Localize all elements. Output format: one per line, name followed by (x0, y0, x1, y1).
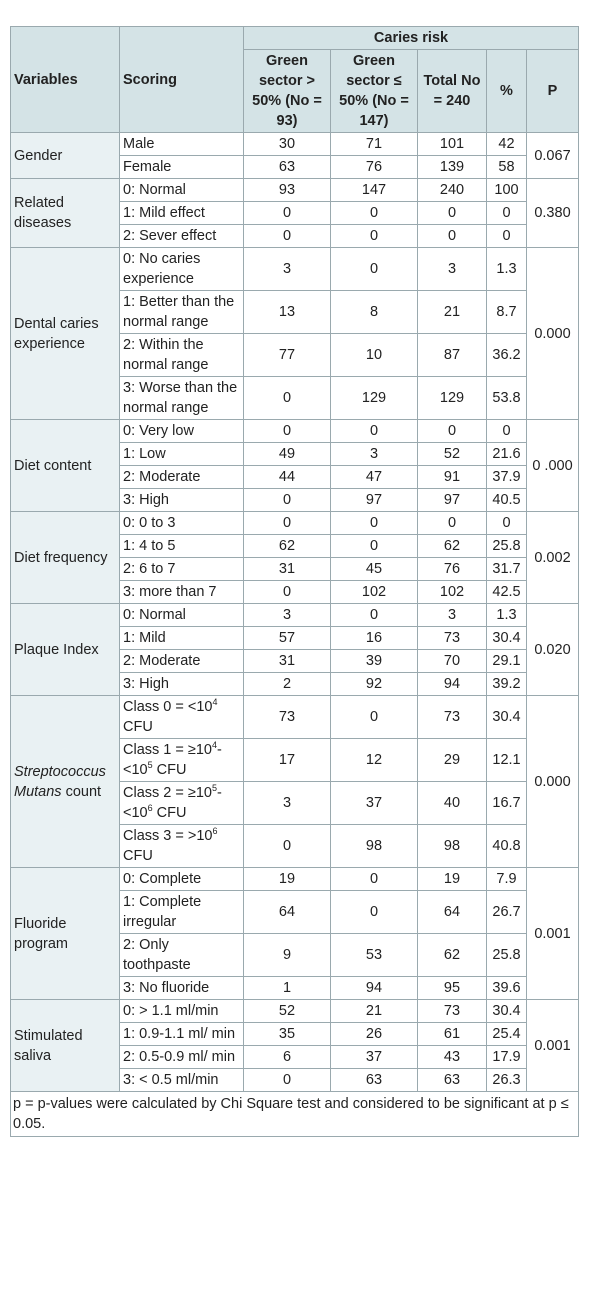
green-gt-cell: 0 (244, 420, 331, 443)
scoring-cell: 2: 0.5-0.9 ml/ min (120, 1046, 244, 1069)
total-cell: 43 (418, 1046, 487, 1069)
green-le-cell: 21 (331, 1000, 418, 1023)
p-value-cell: 0.001 (527, 1000, 579, 1092)
total-cell: 73 (418, 696, 487, 739)
exponent: 4 (212, 697, 218, 707)
green-gt-cell: 1 (244, 977, 331, 1000)
green-le-cell: 3 (331, 443, 418, 466)
scoring-cell: 2: Moderate (120, 466, 244, 489)
green-le-cell: 76 (331, 156, 418, 179)
table-row (11, 1000, 579, 1023)
scoring-cell (120, 782, 244, 825)
scoring-cell: 2: Sever effect (120, 225, 244, 248)
p-value-cell: 0 .000 (527, 420, 579, 512)
variable-text: count (61, 783, 102, 800)
green-le-cell: 0 (331, 604, 418, 627)
percent-cell: 30.4 (487, 1000, 527, 1023)
total-cell: 21 (418, 291, 487, 334)
total-cell: 19 (418, 868, 487, 891)
green-gt-cell: 0 (244, 377, 331, 420)
percent-cell: 1.3 (487, 248, 527, 291)
percent-cell: 30.4 (487, 696, 527, 739)
green-le-cell: 63 (331, 1069, 418, 1092)
scoring-cell: 3: No fluoride (120, 977, 244, 1000)
scoring-text: CFU (123, 719, 153, 735)
scoring-cell: 2: Moderate (120, 650, 244, 673)
p-value-cell: 0.001 (527, 868, 579, 1000)
variable-cell (11, 696, 120, 868)
green-le-cell: 0 (331, 535, 418, 558)
exponent: 4 (211, 740, 217, 750)
total-cell: 139 (418, 156, 487, 179)
green-le-cell: 8 (331, 291, 418, 334)
p-value-cell: 0.067 (527, 133, 579, 179)
table-row (11, 248, 579, 291)
total-cell: 52 (418, 443, 487, 466)
footnote: p = p-values were calculated by Chi Square test and considered to be significant at p ≤ 0.05. (11, 1092, 579, 1137)
table-row (11, 133, 579, 156)
scoring-cell: 0: > 1.1 ml/min (120, 1000, 244, 1023)
percent-cell: 40.5 (487, 489, 527, 512)
green-le-cell: 92 (331, 673, 418, 696)
variable-cell: Diet content (11, 420, 120, 512)
green-gt-cell: 0 (244, 581, 331, 604)
green-le-cell: 129 (331, 377, 418, 420)
total-cell: 29 (418, 739, 487, 782)
green-le-cell: 39 (331, 650, 418, 673)
table-row (11, 696, 579, 739)
green-gt-cell: 52 (244, 1000, 331, 1023)
scoring-text: Class 2 = ≥10 (123, 785, 212, 801)
table-body (11, 133, 579, 1092)
green-gt-cell: 44 (244, 466, 331, 489)
percent-cell: 25.8 (487, 934, 527, 977)
green-gt-cell: 31 (244, 650, 331, 673)
scoring-cell: Male (120, 133, 244, 156)
exponent: 5 (211, 783, 217, 793)
green-gt-cell: 63 (244, 156, 331, 179)
green-le-cell: 0 (331, 696, 418, 739)
percent-cell: 8.7 (487, 291, 527, 334)
p-value-cell: 0.020 (527, 604, 579, 696)
table-row (11, 420, 579, 443)
green-gt-cell: 9 (244, 934, 331, 977)
green-le-cell: 45 (331, 558, 418, 581)
scoring-cell: 3: < 0.5 ml/min (120, 1069, 244, 1092)
scoring-cell: 3: Worse than the normal range (120, 377, 244, 420)
green-le-cell: 0 (331, 420, 418, 443)
table-row (11, 512, 579, 535)
green-gt-cell: 0 (244, 512, 331, 535)
green-gt-cell: 0 (244, 225, 331, 248)
total-cell: 73 (418, 1000, 487, 1023)
total-cell: 87 (418, 334, 487, 377)
variable-cell: Related diseases (11, 179, 120, 248)
total-cell: 3 (418, 604, 487, 627)
total-cell: 40 (418, 782, 487, 825)
total-cell: 73 (418, 627, 487, 650)
p-value-cell: 0.000 (527, 696, 579, 868)
green-gt-cell: 3 (244, 782, 331, 825)
header-scoring: Scoring (120, 27, 244, 133)
percent-cell: 12.1 (487, 739, 527, 782)
green-le-cell: 0 (331, 891, 418, 934)
green-le-cell: 98 (331, 825, 418, 868)
scoring-text: - <10 (123, 742, 222, 778)
green-gt-cell: 31 (244, 558, 331, 581)
table-row (11, 604, 579, 627)
green-gt-cell: 49 (244, 443, 331, 466)
green-gt-cell: 0 (244, 489, 331, 512)
green-le-cell: 47 (331, 466, 418, 489)
scoring-cell: 0: Normal (120, 179, 244, 202)
scoring-text: CFU (123, 848, 153, 864)
percent-cell: 0 (487, 420, 527, 443)
scoring-cell: 0: No caries experience (120, 248, 244, 291)
p-value-cell: 0.380 (527, 179, 579, 248)
total-cell: 61 (418, 1023, 487, 1046)
percent-cell: 0 (487, 225, 527, 248)
variable-italic-text: Streptococcus Mutans (14, 763, 106, 800)
green-gt-cell: 19 (244, 868, 331, 891)
total-cell: 95 (418, 977, 487, 1000)
scoring-text: CFU (152, 762, 187, 778)
total-cell: 102 (418, 581, 487, 604)
percent-cell: 25.4 (487, 1023, 527, 1046)
percent-cell: 36.2 (487, 334, 527, 377)
total-cell: 0 (418, 512, 487, 535)
percent-cell: 7.9 (487, 868, 527, 891)
green-le-cell: 12 (331, 739, 418, 782)
header-percent: % (487, 50, 527, 133)
green-gt-cell: 0 (244, 1069, 331, 1092)
scoring-text: - <10 (123, 785, 222, 821)
scoring-text: Class 3 = >10 (123, 828, 213, 844)
percent-cell: 26.3 (487, 1069, 527, 1092)
total-cell: 62 (418, 535, 487, 558)
scoring-cell: 0: Normal (120, 604, 244, 627)
exponent: 6 (212, 826, 218, 836)
scoring-cell: 1: Complete irregular (120, 891, 244, 934)
variable-cell: Plaque Index (11, 604, 120, 696)
green-le-cell: 53 (331, 934, 418, 977)
percent-cell: 16.7 (487, 782, 527, 825)
green-gt-cell: 62 (244, 535, 331, 558)
p-value-cell: 0.000 (527, 248, 579, 420)
scoring-cell: 3: High (120, 489, 244, 512)
green-gt-cell: 13 (244, 291, 331, 334)
green-gt-cell: 73 (244, 696, 331, 739)
scoring-cell: 0: Very low (120, 420, 244, 443)
scoring-cell: 1: Low (120, 443, 244, 466)
green-gt-cell: 17 (244, 739, 331, 782)
scoring-cell (120, 825, 244, 868)
green-le-cell: 0 (331, 248, 418, 291)
percent-cell: 30.4 (487, 627, 527, 650)
green-gt-cell: 3 (244, 604, 331, 627)
total-cell: 98 (418, 825, 487, 868)
green-gt-cell: 2 (244, 673, 331, 696)
green-gt-cell: 6 (244, 1046, 331, 1069)
green-gt-cell: 77 (244, 334, 331, 377)
green-le-cell: 0 (331, 202, 418, 225)
green-le-cell: 16 (331, 627, 418, 650)
scoring-cell: 2: Only toothpaste (120, 934, 244, 977)
header-green-gt: Green sector > 50% (No = 93) (244, 50, 331, 133)
total-cell: 62 (418, 934, 487, 977)
total-cell: 3 (418, 248, 487, 291)
green-le-cell: 10 (331, 334, 418, 377)
percent-cell: 53.8 (487, 377, 527, 420)
total-cell: 0 (418, 225, 487, 248)
scoring-cell: 1: Mild effect (120, 202, 244, 225)
total-cell: 64 (418, 891, 487, 934)
scoring-cell: 3: more than 7 (120, 581, 244, 604)
header-green-le: Green sector ≤ 50% (No = 147) (331, 50, 418, 133)
total-cell: 70 (418, 650, 487, 673)
scoring-cell: 0: 0 to 3 (120, 512, 244, 535)
percent-cell: 21.6 (487, 443, 527, 466)
percent-cell: 0 (487, 202, 527, 225)
green-gt-cell: 57 (244, 627, 331, 650)
header-variables: Variables (11, 27, 120, 133)
scoring-cell: Female (120, 156, 244, 179)
table-row (11, 868, 579, 891)
green-gt-cell: 35 (244, 1023, 331, 1046)
scoring-cell: 1: 0.9-1.1 ml/ min (120, 1023, 244, 1046)
total-cell: 0 (418, 420, 487, 443)
header-caries-risk: Caries risk (244, 27, 579, 50)
percent-cell: 26.7 (487, 891, 527, 934)
total-cell: 129 (418, 377, 487, 420)
scoring-cell: 2: 6 to 7 (120, 558, 244, 581)
green-le-cell: 0 (331, 868, 418, 891)
variable-cell: Diet frequency (11, 512, 120, 604)
green-gt-cell: 0 (244, 202, 331, 225)
scoring-cell: 3: High (120, 673, 244, 696)
scoring-cell: 1: Better than the normal range (120, 291, 244, 334)
green-gt-cell: 93 (244, 179, 331, 202)
exponent: 5 (147, 760, 153, 770)
p-value-cell: 0.002 (527, 512, 579, 604)
percent-cell: 29.1 (487, 650, 527, 673)
percent-cell: 0 (487, 512, 527, 535)
scoring-cell: 0: Complete (120, 868, 244, 891)
green-gt-cell: 64 (244, 891, 331, 934)
percent-cell: 39.2 (487, 673, 527, 696)
green-le-cell: 71 (331, 133, 418, 156)
green-le-cell: 26 (331, 1023, 418, 1046)
variable-cell: Fluoride program (11, 868, 120, 1000)
total-cell: 101 (418, 133, 487, 156)
caries-risk-table (10, 26, 579, 1137)
total-cell: 0 (418, 202, 487, 225)
variable-cell: Gender (11, 133, 120, 179)
green-le-cell: 37 (331, 1046, 418, 1069)
header-p: P (527, 50, 579, 133)
table-container (10, 26, 578, 1137)
green-gt-cell: 3 (244, 248, 331, 291)
green-le-cell: 0 (331, 225, 418, 248)
scoring-text: CFU (152, 805, 187, 821)
percent-cell: 39.6 (487, 977, 527, 1000)
scoring-cell (120, 739, 244, 782)
scoring-cell: 1: Mild (120, 627, 244, 650)
total-cell: 240 (418, 179, 487, 202)
percent-cell: 58 (487, 156, 527, 179)
variable-cell: Stimulated saliva (11, 1000, 120, 1092)
green-le-cell: 97 (331, 489, 418, 512)
percent-cell: 42.5 (487, 581, 527, 604)
table-row (11, 179, 579, 202)
scoring-text: Class 0 = <10 (123, 699, 213, 715)
scoring-cell: 2: Within the normal range (120, 334, 244, 377)
percent-cell: 42 (487, 133, 527, 156)
percent-cell: 31.7 (487, 558, 527, 581)
total-cell: 76 (418, 558, 487, 581)
percent-cell: 17.9 (487, 1046, 527, 1069)
percent-cell: 25.8 (487, 535, 527, 558)
exponent: 6 (147, 803, 153, 813)
total-cell: 94 (418, 673, 487, 696)
percent-cell: 1.3 (487, 604, 527, 627)
variable-cell: Dental caries experience (11, 248, 120, 420)
green-le-cell: 94 (331, 977, 418, 1000)
green-gt-cell: 0 (244, 825, 331, 868)
scoring-cell: 1: 4 to 5 (120, 535, 244, 558)
table-header (11, 27, 579, 133)
percent-cell: 40.8 (487, 825, 527, 868)
green-le-cell: 102 (331, 581, 418, 604)
total-cell: 91 (418, 466, 487, 489)
green-le-cell: 0 (331, 512, 418, 535)
header-total: Total No = 240 (418, 50, 487, 133)
scoring-cell (120, 696, 244, 739)
total-cell: 97 (418, 489, 487, 512)
green-le-cell: 37 (331, 782, 418, 825)
percent-cell: 100 (487, 179, 527, 202)
green-gt-cell: 30 (244, 133, 331, 156)
green-le-cell: 147 (331, 179, 418, 202)
total-cell: 63 (418, 1069, 487, 1092)
scoring-text: Class 1 = ≥10 (123, 742, 212, 758)
percent-cell: 37.9 (487, 466, 527, 489)
